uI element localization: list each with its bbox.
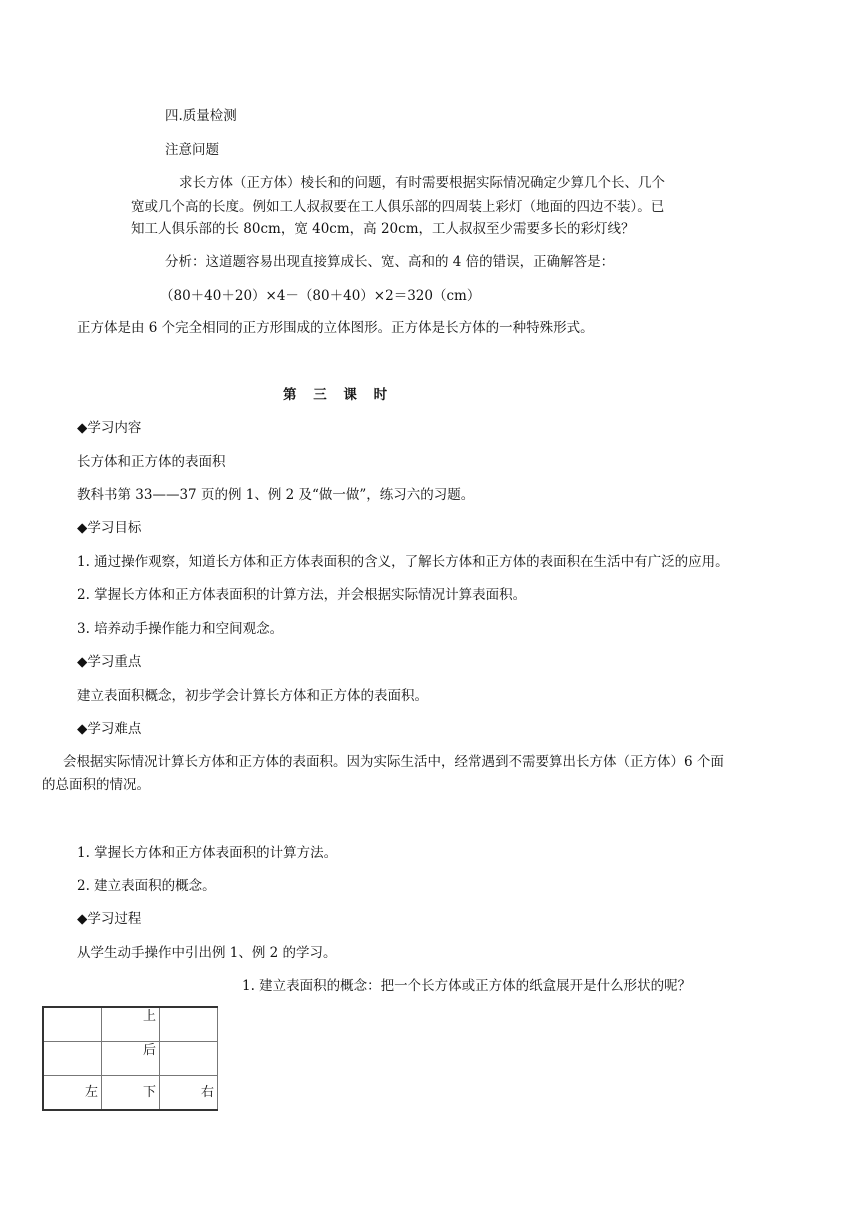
cube-note: 正方体是由 6 个完全相同的正方形围成的立体图形。正方体是长方体的一种特殊形式。 (77, 320, 594, 336)
content-topic: 长方体和正方体的表面积 (77, 454, 226, 470)
lesson-title: 第 三 课 时 (283, 387, 394, 403)
table-cell (160, 1042, 218, 1076)
problem-line: 知工人俱乐部的长 80cm，宽 40cm，高 20cm，工人叔叔至少需要多长的彩灯线？ (131, 221, 635, 237)
table-cell: 后 (102, 1042, 160, 1076)
section4-subheading: 注意问题 (165, 142, 219, 158)
difficulty-heading: ◆学习难点 (77, 721, 142, 737)
goal-item: 1. 通过操作观察，知道长方体和正方体表面积的含义，了解长方体和正方体的表面积在生活中有广泛的应用。 (77, 554, 729, 570)
difficulty-item: 1. 掌握长方体和正方体表面积的计算方法。 (77, 845, 338, 861)
table-cell: 上 (102, 1007, 160, 1042)
content-heading: ◆学习内容 (77, 420, 142, 436)
table-cell (160, 1007, 218, 1042)
table-row (43, 1007, 218, 1042)
difficulty-item: 2. 建立表面积的概念。 (77, 878, 216, 894)
focus-heading: ◆学习重点 (77, 654, 142, 670)
focus-text: 建立表面积概念，初步学会计算长方体和正方体的表面积。 (77, 688, 428, 704)
goal-item: 3. 培养动手操作能力和空间观念。 (77, 621, 284, 637)
problem-line: 宽或几个高的长度。例如工人叔叔要在工人俱乐部的四周装上彩灯（地面的四边不装）。已 (131, 199, 665, 215)
process-intro: 从学生动手操作中引出例 1、例 2 的学习。 (77, 945, 337, 961)
table-cell (43, 1007, 102, 1042)
content-pages: 教科书第 33——37 页的例 1、例 2 及“做一做”，练习六的习题。 (77, 487, 475, 503)
box-net-table (42, 1006, 218, 1111)
difficulty-line: 的总面积的情况。 (42, 777, 150, 793)
table-cell: 右 (160, 1076, 218, 1111)
problem-line: 求长方体（正方体）棱长和的问题，有时需要根据实际情况确定少算几个长、几个 (179, 175, 665, 191)
table-row (43, 1042, 218, 1076)
process-step: 1. 建立表面积的概念：把一个长方体或正方体的纸盒展开是什么形状的呢？ (242, 978, 692, 994)
goals-heading: ◆学习目标 (77, 520, 142, 536)
analysis-text: 分析：这道题容易出现直接算成长、宽、高和的 4 倍的错误，正确解答是： (165, 254, 615, 270)
process-heading: ◆学习过程 (77, 911, 142, 927)
formula-text: （80＋40＋20）×4－（80＋40）×2＝320（cm） (160, 288, 481, 304)
table-row (43, 1076, 218, 1111)
table-cell (43, 1042, 102, 1076)
goal-item: 2. 掌握长方体和正方体表面积的计算方法，并会根据实际情况计算表面积。 (77, 587, 527, 603)
table-cell: 下 (102, 1076, 160, 1111)
difficulty-line: 会根据实际情况计算长方体和正方体的表面积。因为实际生活中，经常遇到不需要算出长方体（正方体）6 个面 (63, 754, 724, 770)
section4-heading: 四.质量检测 (165, 108, 237, 124)
table-cell: 左 (43, 1076, 102, 1111)
